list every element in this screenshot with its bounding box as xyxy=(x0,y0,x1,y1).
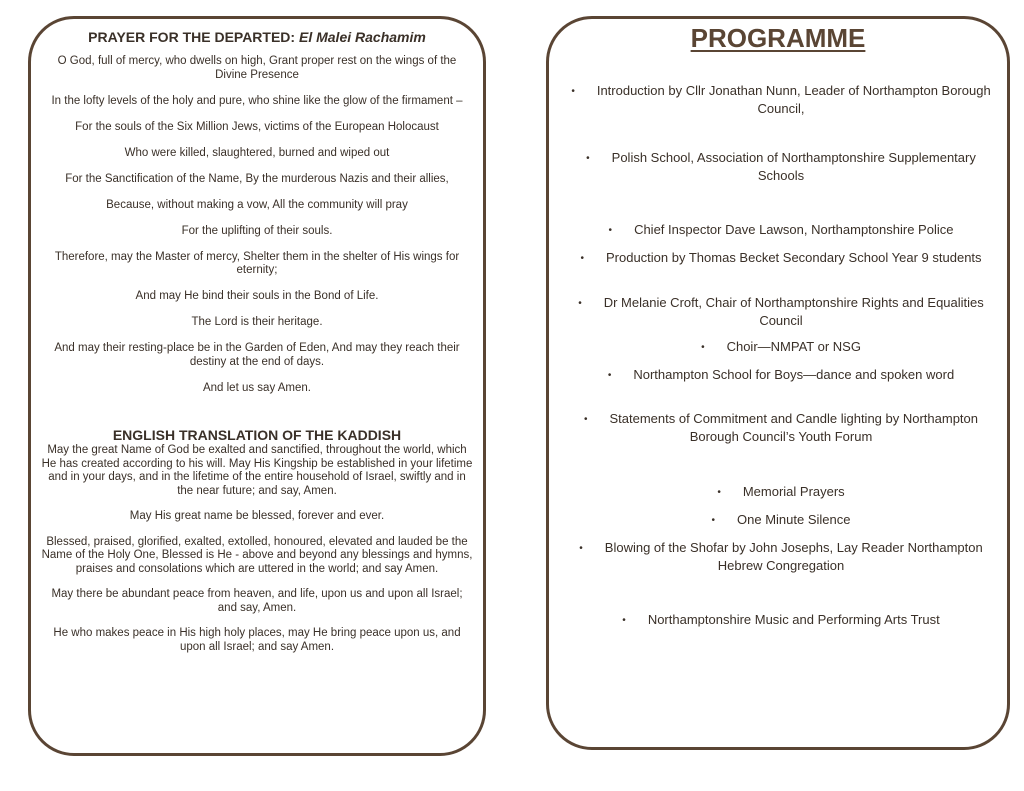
programme-item xyxy=(569,612,993,630)
prayer-line: The Lord is their heritage. xyxy=(191,316,323,328)
bullet-icon: • xyxy=(583,414,588,425)
bullet-icon: • xyxy=(711,515,716,526)
prayer-line: And may their resting-place be in the Garden of Eden, And may they reach their destiny at the end of days. xyxy=(54,342,460,368)
bullet-icon: • xyxy=(608,225,613,236)
bullet-icon: • xyxy=(580,253,584,264)
programme-item xyxy=(569,339,993,357)
programme-item-text: Statements of Commitment and Candle lighting by Northampton Borough Council’s Youth Forum xyxy=(609,411,979,444)
programme-item-text: Dr Melanie Croft, Chair of Northamptonshire Rights and Equalities Council xyxy=(603,295,984,328)
prayer-line: And may He bind their souls in the Bond of Life. xyxy=(135,290,379,302)
kaddish-line: Blessed, praised, glorified, exalted, extolled, honoured, elevated and lauded be the Name of the Holy One, Blessed is He - above and beyond any blessings and hymns, praises and consolations which are uttered in the world; and say Amen. xyxy=(41,535,473,575)
prayer-line: For the uplifting of their souls. xyxy=(181,224,333,237)
kaddish-line: He who makes peace in His high holy places, may He bring peace upon us, and upon all Israel; and say Amen. xyxy=(53,627,461,653)
kaddish-line: May there be abundant peace from heaven, and life, upon us and upon all Israel; and say, Amen. xyxy=(51,588,463,614)
programme-item-text: Production by Thomas Becket Secondary School Year 9 students xyxy=(605,250,982,265)
programme-item-text: Memorial Prayers xyxy=(742,484,845,499)
bullet-icon: • xyxy=(586,153,590,164)
programme-item-text: Blowing of the Shofar by John Josephs, Lay Reader Northampton Hebrew Congregation xyxy=(604,540,983,573)
kaddish-lines xyxy=(41,444,473,654)
programme-item xyxy=(569,411,993,445)
programme-title: PROGRAMME xyxy=(690,23,866,53)
prayer-title xyxy=(41,29,473,45)
bullet-icon: • xyxy=(571,86,575,97)
programme-item xyxy=(569,540,993,574)
programme-item xyxy=(569,512,993,530)
programme-item-text: Northamptonshire Music and Performing Arts Trust xyxy=(647,612,940,627)
prayer-title-italic: El Malei Rachamim xyxy=(298,29,426,45)
prayer-line: For the Sanctification of the Name, By the murderous Nazis and their allies, xyxy=(65,172,449,185)
prayer-line: Who were killed, slaughtered, burned and wiped out xyxy=(124,146,390,159)
prayer-lines xyxy=(41,55,473,395)
kaddish-line: May His great name be blessed, forever and ever. xyxy=(129,510,385,522)
programme-item xyxy=(569,484,993,502)
programme-item xyxy=(569,295,993,329)
prayer-title-text: PRAYER FOR THE DEPARTED: xyxy=(88,29,299,45)
programme-item-text: Choir—NMPAT or NSG xyxy=(726,339,861,354)
prayer-line: In the lofty levels of the holy and pure, who shine like the glow of the firmament – xyxy=(51,94,463,107)
prayer-panel xyxy=(28,16,486,756)
programme-item xyxy=(569,83,993,117)
programme-item-text: Chief Inspector Dave Lawson, Northamptonshire Police xyxy=(634,222,954,237)
kaddish-title: ENGLISH TRANSLATION OF THE KADDISH xyxy=(112,427,402,443)
bullet-icon: • xyxy=(701,342,705,353)
bullet-icon: • xyxy=(578,298,582,309)
bullet-icon: • xyxy=(607,370,612,381)
programme-item xyxy=(569,250,993,268)
programme-item-text: Northampton School for Boys—dance and spoken word xyxy=(633,367,955,382)
kaddish-line: May the great Name of God be exalted and sanctified, throughout the world, which He has created according to his will. May His Kingship be established in your lifetime and in your days, and in the lifetime of the entire household of Israel, swiftly and in the near future; and say, Amen. xyxy=(41,444,473,497)
prayer-line: Because, without making a vow, All the community will pray xyxy=(106,198,408,211)
bullet-icon: • xyxy=(579,543,583,554)
bullet-icon: • xyxy=(622,615,626,626)
prayer-line: For the souls of the Six Million Jews, victims of the European Holocaust xyxy=(75,120,439,133)
programme-item-text: Introduction by Cllr Jonathan Nunn, Leader of Northampton Borough Council, xyxy=(596,83,991,116)
prayer-line: Therefore, may the Master of mercy, Shelter them in the shelter of His wings for eternity; xyxy=(54,250,460,276)
prayer-line: O God, full of mercy, who dwells on high, Grant proper rest on the wings of the Divine Presence xyxy=(57,55,457,81)
programme-item xyxy=(569,222,993,240)
prayer-line: And let us say Amen. xyxy=(202,381,312,394)
bullet-icon: • xyxy=(717,487,721,498)
programme-item xyxy=(569,367,993,385)
programme-item-text: One Minute Silence xyxy=(737,512,851,527)
programme-item xyxy=(569,150,993,184)
programme-item-text: Polish School, Association of Northamptonshire Supplementary Schools xyxy=(611,150,976,183)
programme-panel xyxy=(546,16,1010,750)
